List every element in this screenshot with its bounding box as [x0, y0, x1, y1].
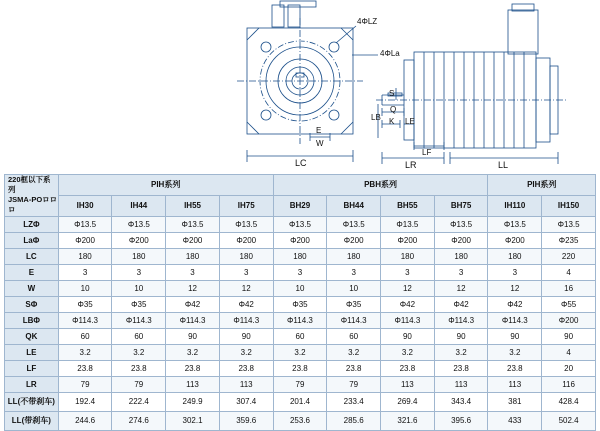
cell: 90 — [542, 328, 596, 344]
row-label: LBΦ — [5, 312, 59, 328]
cell: 12 — [166, 280, 220, 296]
cell: Φ114.3 — [219, 312, 273, 328]
row-label: LE — [5, 344, 59, 360]
cell: 249.9 — [166, 392, 220, 411]
label-q: Q — [390, 105, 397, 114]
cell: 428.4 — [542, 392, 596, 411]
cell: 180 — [112, 248, 166, 264]
cell: 23.8 — [58, 360, 112, 376]
cell: 233.4 — [327, 392, 381, 411]
table-row — [5, 280, 596, 296]
group-header-pih-1: PIH系列 — [58, 175, 273, 196]
cell: 321.6 — [381, 411, 435, 430]
label-k: K — [389, 117, 395, 126]
cell: 4 — [542, 344, 596, 360]
cell: 180 — [327, 248, 381, 264]
cell: Φ35 — [58, 296, 112, 312]
table-group-header-row — [5, 175, 596, 196]
cell: 23.8 — [488, 360, 542, 376]
cell: Φ114.3 — [166, 312, 220, 328]
cell: 343.4 — [434, 392, 488, 411]
row-label: LR — [5, 376, 59, 392]
cell: 12 — [381, 280, 435, 296]
cell: 113 — [166, 376, 220, 392]
row-label: LF — [5, 360, 59, 376]
cell: Φ13.5 — [327, 216, 381, 232]
table-row — [5, 411, 596, 430]
cell: Φ13.5 — [434, 216, 488, 232]
cell: 23.8 — [434, 360, 488, 376]
cell: Φ114.3 — [273, 312, 327, 328]
row-label: LaΦ — [5, 232, 59, 248]
cell: 3 — [112, 264, 166, 280]
col-header-bh44: BH44 — [327, 195, 381, 216]
motor-dimension-drawing — [0, 0, 600, 172]
cell: Φ42 — [219, 296, 273, 312]
cell: Φ200 — [58, 232, 112, 248]
col-header-ih44: IH44 — [112, 195, 166, 216]
cell: Φ13.5 — [381, 216, 435, 232]
cell: 3.2 — [58, 344, 112, 360]
label-lc: LC — [295, 158, 307, 168]
label-4-phi-la: 4ΦLa — [380, 49, 400, 58]
cell: Φ35 — [327, 296, 381, 312]
row-label: E — [5, 264, 59, 280]
cell: 90 — [488, 328, 542, 344]
cell: 60 — [327, 328, 381, 344]
cell: 3.2 — [381, 344, 435, 360]
table-row — [5, 216, 596, 232]
cell: 10 — [58, 280, 112, 296]
dimension-table — [4, 174, 596, 431]
cell: 90 — [434, 328, 488, 344]
row-label: LZΦ — [5, 216, 59, 232]
label-lb: LB — [371, 113, 381, 122]
cell: 220 — [542, 248, 596, 264]
cell: 23.8 — [273, 360, 327, 376]
cell: 180 — [434, 248, 488, 264]
cell: 192.4 — [58, 392, 112, 411]
cell: Φ13.5 — [112, 216, 166, 232]
cell: Φ13.5 — [273, 216, 327, 232]
group-header-pbh: PBH系列 — [273, 175, 488, 196]
col-header-bh29: BH29 — [273, 195, 327, 216]
cell: 23.8 — [112, 360, 166, 376]
table-row — [5, 392, 596, 411]
cell: 79 — [273, 376, 327, 392]
cell: 3.2 — [327, 344, 381, 360]
cell: 3 — [381, 264, 435, 280]
cell: Φ114.3 — [381, 312, 435, 328]
cell: 60 — [58, 328, 112, 344]
table-row — [5, 360, 596, 376]
col-header-ih75: IH75 — [219, 195, 273, 216]
cell: 285.6 — [327, 411, 381, 430]
cell: 180 — [273, 248, 327, 264]
cell: 3 — [58, 264, 112, 280]
cell: 3 — [327, 264, 381, 280]
cell: 269.4 — [381, 392, 435, 411]
table-corner-cell — [5, 175, 59, 217]
cell: Φ200 — [488, 232, 542, 248]
cell: Φ114.3 — [58, 312, 112, 328]
table-row — [5, 232, 596, 248]
cell: 113 — [381, 376, 435, 392]
table-row — [5, 312, 596, 328]
cell: 60 — [112, 328, 166, 344]
cell: Φ42 — [434, 296, 488, 312]
cell: Φ114.3 — [327, 312, 381, 328]
col-header-ih30: IH30 — [58, 195, 112, 216]
cell: Φ13.5 — [488, 216, 542, 232]
cell: Φ114.3 — [488, 312, 542, 328]
cell: Φ55 — [542, 296, 596, 312]
cell: 222.4 — [112, 392, 166, 411]
table-row — [5, 264, 596, 280]
cell: 113 — [488, 376, 542, 392]
cell: 23.8 — [381, 360, 435, 376]
col-header-bh55: BH55 — [381, 195, 435, 216]
cell: 90 — [166, 328, 220, 344]
cell: Φ200 — [434, 232, 488, 248]
cell: 502.4 — [542, 411, 596, 430]
cell: Φ200 — [112, 232, 166, 248]
label-4-phi-lz: 4ΦLZ — [357, 17, 378, 26]
group-header-pih-2: PIH系列 — [488, 175, 596, 196]
cell: 180 — [58, 248, 112, 264]
cell: 3 — [488, 264, 542, 280]
cell: Φ13.5 — [166, 216, 220, 232]
col-header-ih55: IH55 — [166, 195, 220, 216]
cell: Φ13.5 — [58, 216, 112, 232]
cell: 23.8 — [166, 360, 220, 376]
cell: Φ200 — [327, 232, 381, 248]
cell: 3.2 — [273, 344, 327, 360]
corner-line-1: 220框以下系列 — [8, 175, 51, 195]
cell: 113 — [219, 376, 273, 392]
cell: 23.8 — [219, 360, 273, 376]
cell: 10 — [327, 280, 381, 296]
cell: 113 — [434, 376, 488, 392]
cell: 90 — [381, 328, 435, 344]
cell: 359.6 — [219, 411, 273, 430]
cell: 3 — [434, 264, 488, 280]
cell: 12 — [219, 280, 273, 296]
cell: 79 — [327, 376, 381, 392]
row-label: LC — [5, 248, 59, 264]
cell: Φ13.5 — [219, 216, 273, 232]
cell: 10 — [112, 280, 166, 296]
cell: 244.6 — [58, 411, 112, 430]
col-header-ih150: IH150 — [542, 195, 596, 216]
cell: 3 — [219, 264, 273, 280]
cell: 12 — [434, 280, 488, 296]
cell: 79 — [58, 376, 112, 392]
cell: Φ114.3 — [112, 312, 166, 328]
row-label: LL(不带刹车) — [5, 392, 59, 411]
table-row — [5, 296, 596, 312]
cell: Φ235 — [542, 232, 596, 248]
cell: 90 — [219, 328, 273, 344]
cell: 201.4 — [273, 392, 327, 411]
cell: Φ114.3 — [434, 312, 488, 328]
table-row — [5, 344, 596, 360]
cell: 60 — [273, 328, 327, 344]
table-row — [5, 248, 596, 264]
label-e: E — [316, 126, 322, 135]
cell: Φ200 — [381, 232, 435, 248]
cell: 3.2 — [488, 344, 542, 360]
col-header-ih110: IH110 — [488, 195, 542, 216]
cell: 381 — [488, 392, 542, 411]
cell: 180 — [166, 248, 220, 264]
label-le: LE — [405, 117, 415, 126]
cell: 302.1 — [166, 411, 220, 430]
cell: 20 — [542, 360, 596, 376]
cell: Φ35 — [273, 296, 327, 312]
cell: 116 — [542, 376, 596, 392]
row-label: QK — [5, 328, 59, 344]
cell: Φ200 — [542, 312, 596, 328]
drawing-vectors — [0, 0, 600, 172]
cell: Φ200 — [219, 232, 273, 248]
cell: Φ200 — [273, 232, 327, 248]
cell: 274.6 — [112, 411, 166, 430]
cell: Φ42 — [488, 296, 542, 312]
cell: 4 — [542, 264, 596, 280]
table-column-header-row — [5, 195, 596, 216]
cell: 3.2 — [434, 344, 488, 360]
cell: 12 — [488, 280, 542, 296]
cell: Φ35 — [112, 296, 166, 312]
cell: 3.2 — [166, 344, 220, 360]
cell: 23.8 — [327, 360, 381, 376]
cell: Φ42 — [381, 296, 435, 312]
cell: 395.6 — [434, 411, 488, 430]
cell: 180 — [488, 248, 542, 264]
cell: Φ13.5 — [542, 216, 596, 232]
cell: 180 — [381, 248, 435, 264]
cell: Φ200 — [166, 232, 220, 248]
cell: 3.2 — [219, 344, 273, 360]
label-w: W — [316, 139, 324, 148]
label-s: S — [389, 89, 395, 98]
cell: 433 — [488, 411, 542, 430]
cell: 79 — [112, 376, 166, 392]
col-header-bh75: BH75 — [434, 195, 488, 216]
label-lf: LF — [422, 148, 432, 157]
corner-line-2: JSMA-PΟロロロ — [8, 195, 58, 215]
cell: 180 — [219, 248, 273, 264]
table-row — [5, 376, 596, 392]
cell: 3.2 — [112, 344, 166, 360]
row-label: LL(带刹车) — [5, 411, 59, 430]
cell: 307.4 — [219, 392, 273, 411]
cell: Φ42 — [166, 296, 220, 312]
cell: 10 — [273, 280, 327, 296]
label-lr: LR — [405, 160, 417, 170]
row-label: SΦ — [5, 296, 59, 312]
cell: 3 — [273, 264, 327, 280]
label-ll: LL — [498, 160, 509, 170]
cell: 253.6 — [273, 411, 327, 430]
row-label: W — [5, 280, 59, 296]
cell: 16 — [542, 280, 596, 296]
table-row — [5, 328, 596, 344]
cell: 3 — [166, 264, 220, 280]
